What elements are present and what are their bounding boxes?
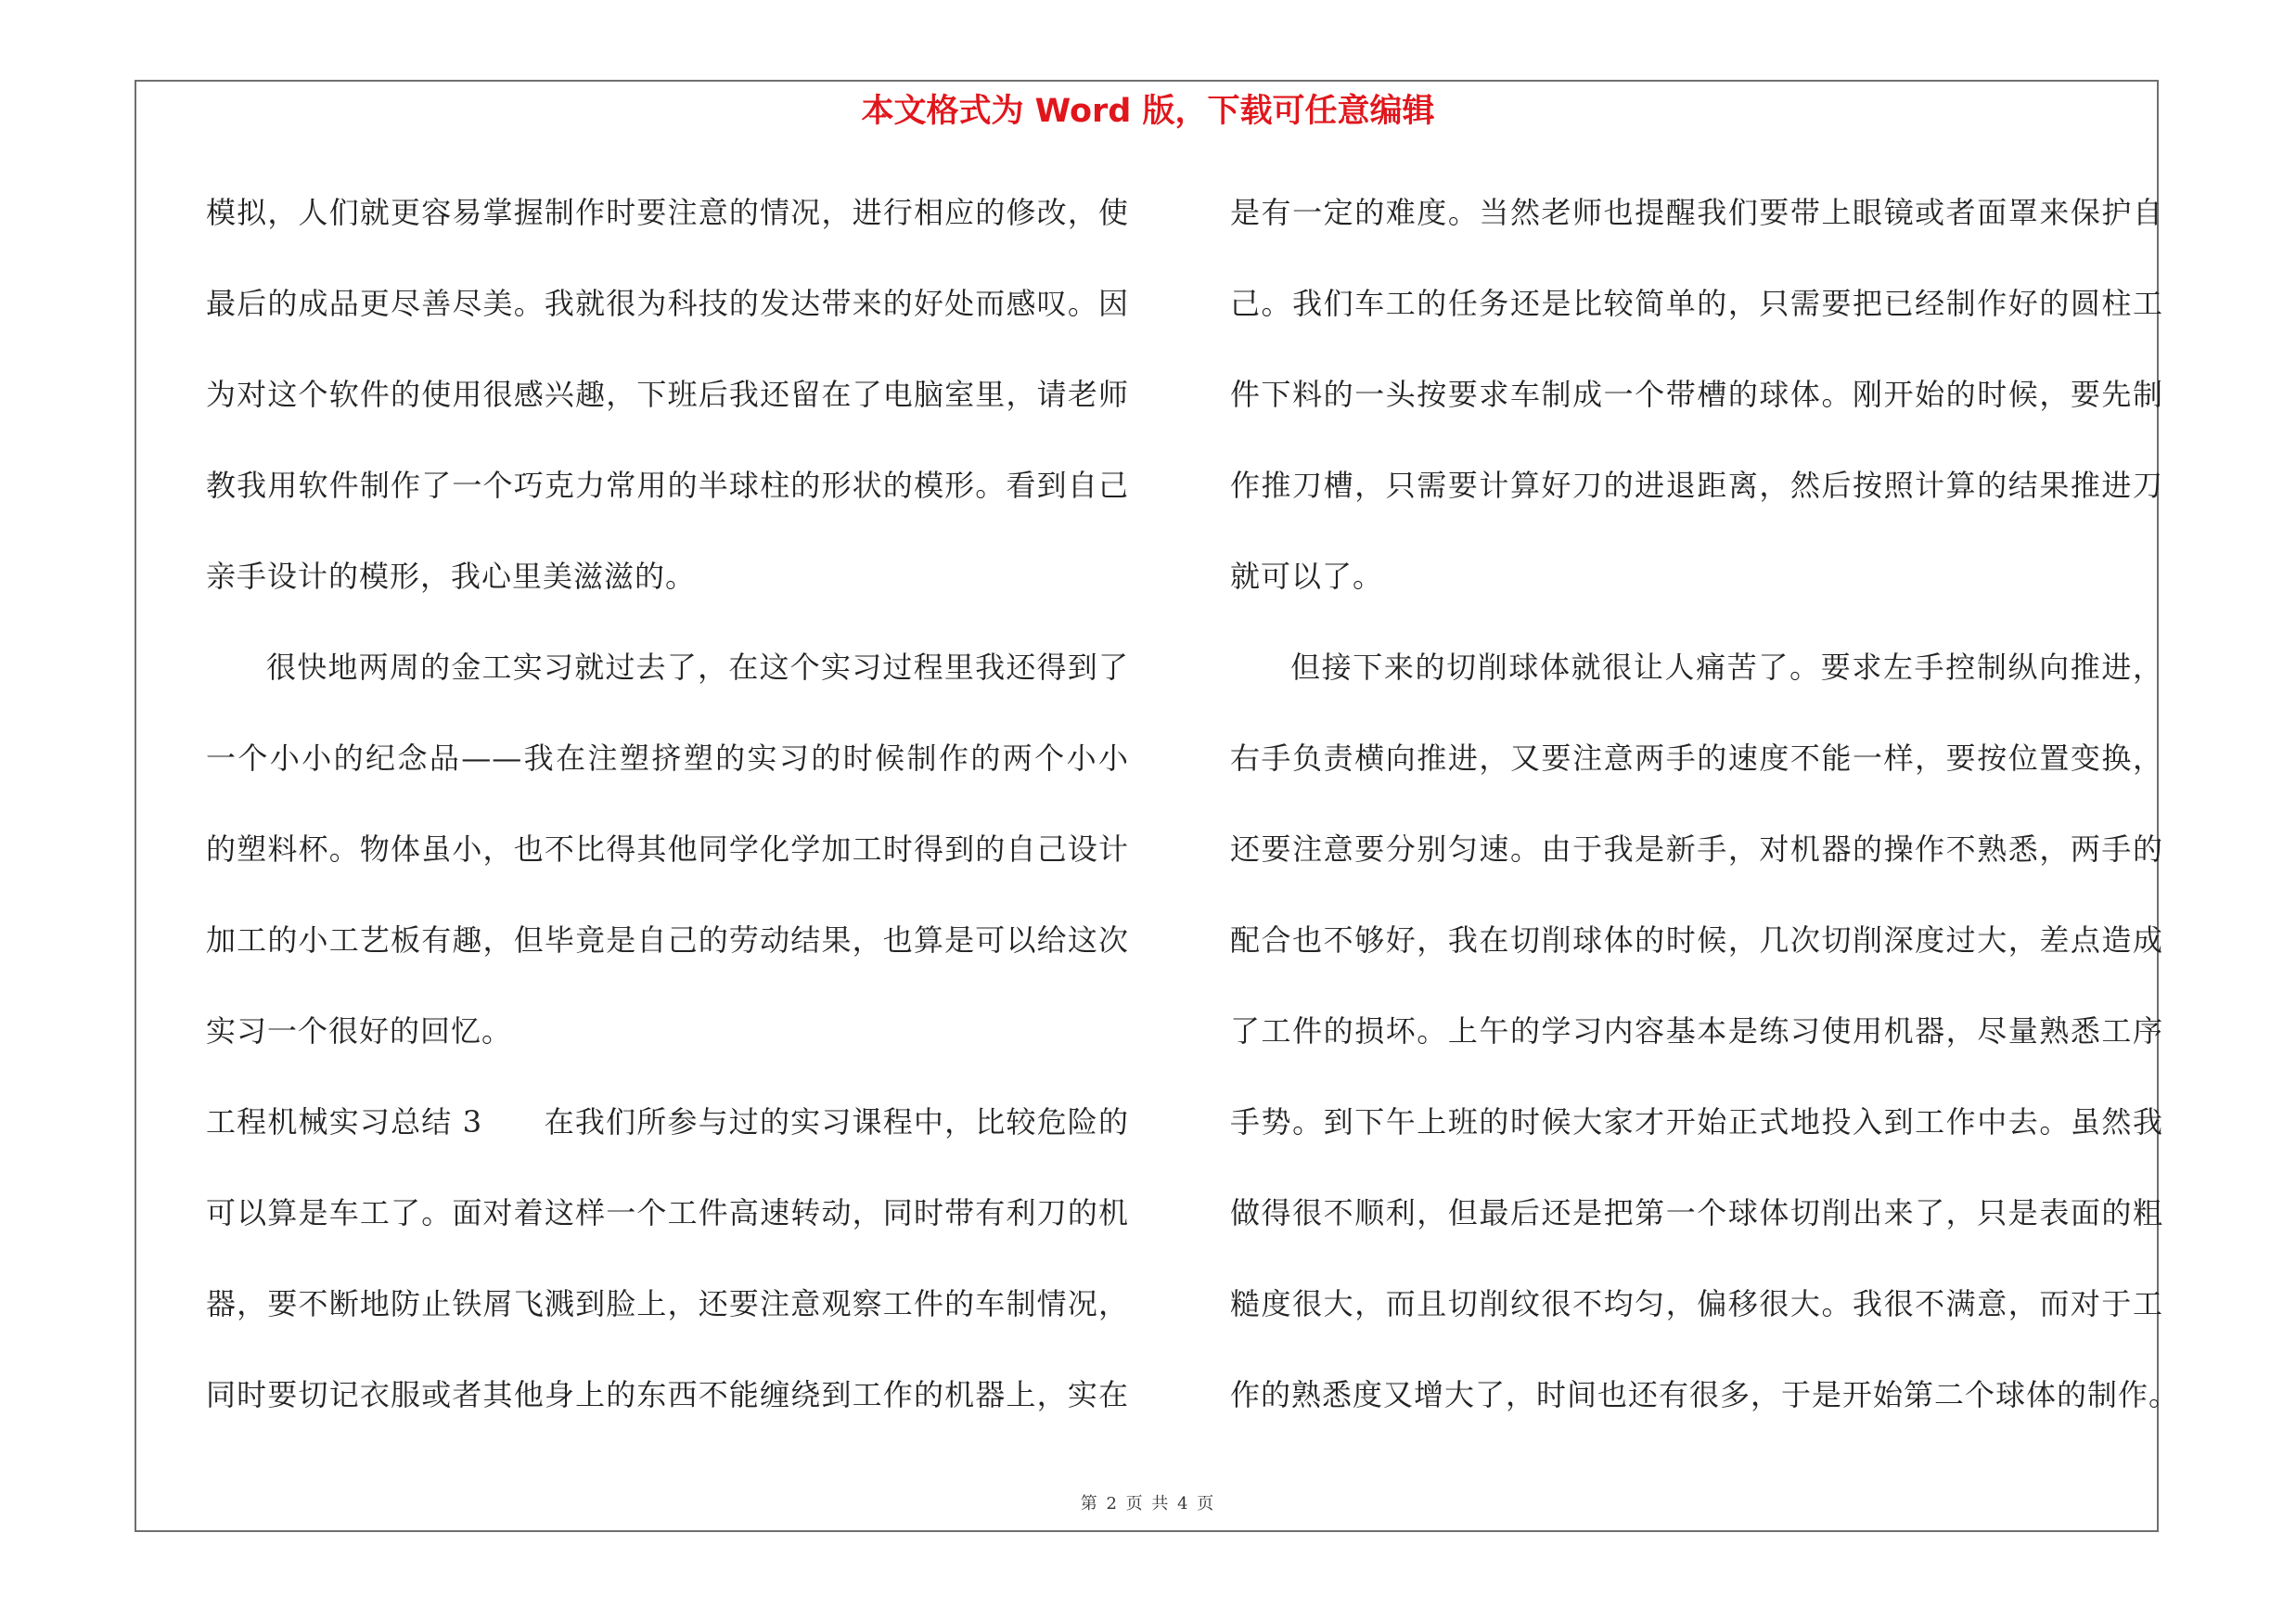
paragraph-line: 但接下来的切削球体就很让人痛苦了。要求左手控制纵向推进， (1290, 650, 2163, 685)
paragraph-line: 手势。到下午上班的时候大家才开始正式地投入到工作中去。虽然我 (1230, 1104, 2163, 1140)
paragraph-line: 器，要不断地防止铁屑飞溅到脸上，还要注意观察工件的车制情况， (206, 1286, 1129, 1321)
paragraph-line: 了工件的损坏。上午的学习内容基本是练习使用机器，尽量熟悉工序 (1230, 1013, 2163, 1049)
paragraph-line: 是有一定的难度。当然老师也提醒我们要带上眼镜或者面罩来保护自 (1230, 195, 2163, 230)
paragraph-line: 模拟，人们就更容易掌握制作时要注意的情况，进行相应的修改，使 (206, 195, 1129, 230)
paragraph-line: 一个小小的纪念品——我在注塑挤塑的实习的时候制作的两个小小 (206, 741, 1129, 776)
paragraph-line: 糙度很大，而且切削纹很不均匀，偏移很大。我很不满意，而对于工 (1230, 1286, 2163, 1321)
paragraph-line: 实习一个很好的回忆。 (206, 1013, 513, 1049)
paragraph-line: 还要注意要分别匀速。由于我是新手，对机器的操作不熟悉，两手的 (1230, 831, 2163, 867)
right-text-column (1230, 182, 2180, 1455)
paragraph-line: 亲手设计的模形，我心里美滋滋的。 (206, 559, 697, 594)
page-number: 第 2 页 共 4 页 (1080, 1494, 1216, 1514)
paragraph-line: 己。我们车工的任务还是比较简单的，只需要把已经制作好的圆柱工 (1230, 286, 2163, 321)
paragraph-line: 加工的小工艺板有趣，但毕竟是自己的劳动结果，也算是可以给这次 (206, 922, 1129, 958)
paragraph-line: 做得很不顺利，但最后还是把第一个球体切削出来了，只是表面的粗 (1230, 1195, 2163, 1230)
section-heading-line: 工程机械实习总结 3 在我们所参与过的实习课程中，比较危险的 (206, 1104, 1129, 1140)
paragraph-line: 的塑料杯。物体虽小，也不比得其他同学化学加工时得到的自己设计 (206, 831, 1129, 867)
left-text-column (206, 182, 1129, 1455)
word-format-banner: 本文格式为 Word 版，下载可任意编辑 (861, 93, 1435, 130)
paragraph-line: 就可以了。 (1230, 559, 1384, 594)
paragraph-line: 作的熟悉度又增大了，时间也还有很多，于是开始第二个球体的制作。 (1230, 1377, 2180, 1412)
paragraph-line: 很快地两周的金工实习就过去了，在这个实习过程里我还得到了 (266, 650, 1129, 685)
paragraph-line: 作推刀槽，只需要计算好刀的进退距离，然后按照计算的结果推进刀 (1230, 468, 2163, 503)
paragraph-line: 为对这个软件的使用很感兴趣，下班后我还留在了电脑室里，请老师 (206, 377, 1129, 412)
paragraph-line: 配合也不够好，我在切削球体的时候，几次切削深度过大，差点造成 (1230, 922, 2163, 958)
paragraph-line: 最后的成品更尽善尽美。我就很为科技的发达带来的好处而感叹。因 (206, 286, 1129, 321)
paragraph-line: 可以算是车工了。面对着这样一个工件高速转动，同时带有利刀的机 (206, 1195, 1129, 1230)
paragraph-line: 件下料的一头按要求车制成一个带槽的球体。刚开始的时候，要先制 (1230, 377, 2163, 412)
paragraph-line: 右手负责横向推进，又要注意两手的速度不能一样，要按位置变换， (1230, 741, 2163, 776)
paragraph-line: 教我用软件制作了一个巧克力常用的半球柱的形状的模形。看到自己 (206, 468, 1129, 503)
paragraph-line: 同时要切记衣服或者其他身上的东西不能缠绕到工作的机器上，实在 (206, 1377, 1129, 1412)
